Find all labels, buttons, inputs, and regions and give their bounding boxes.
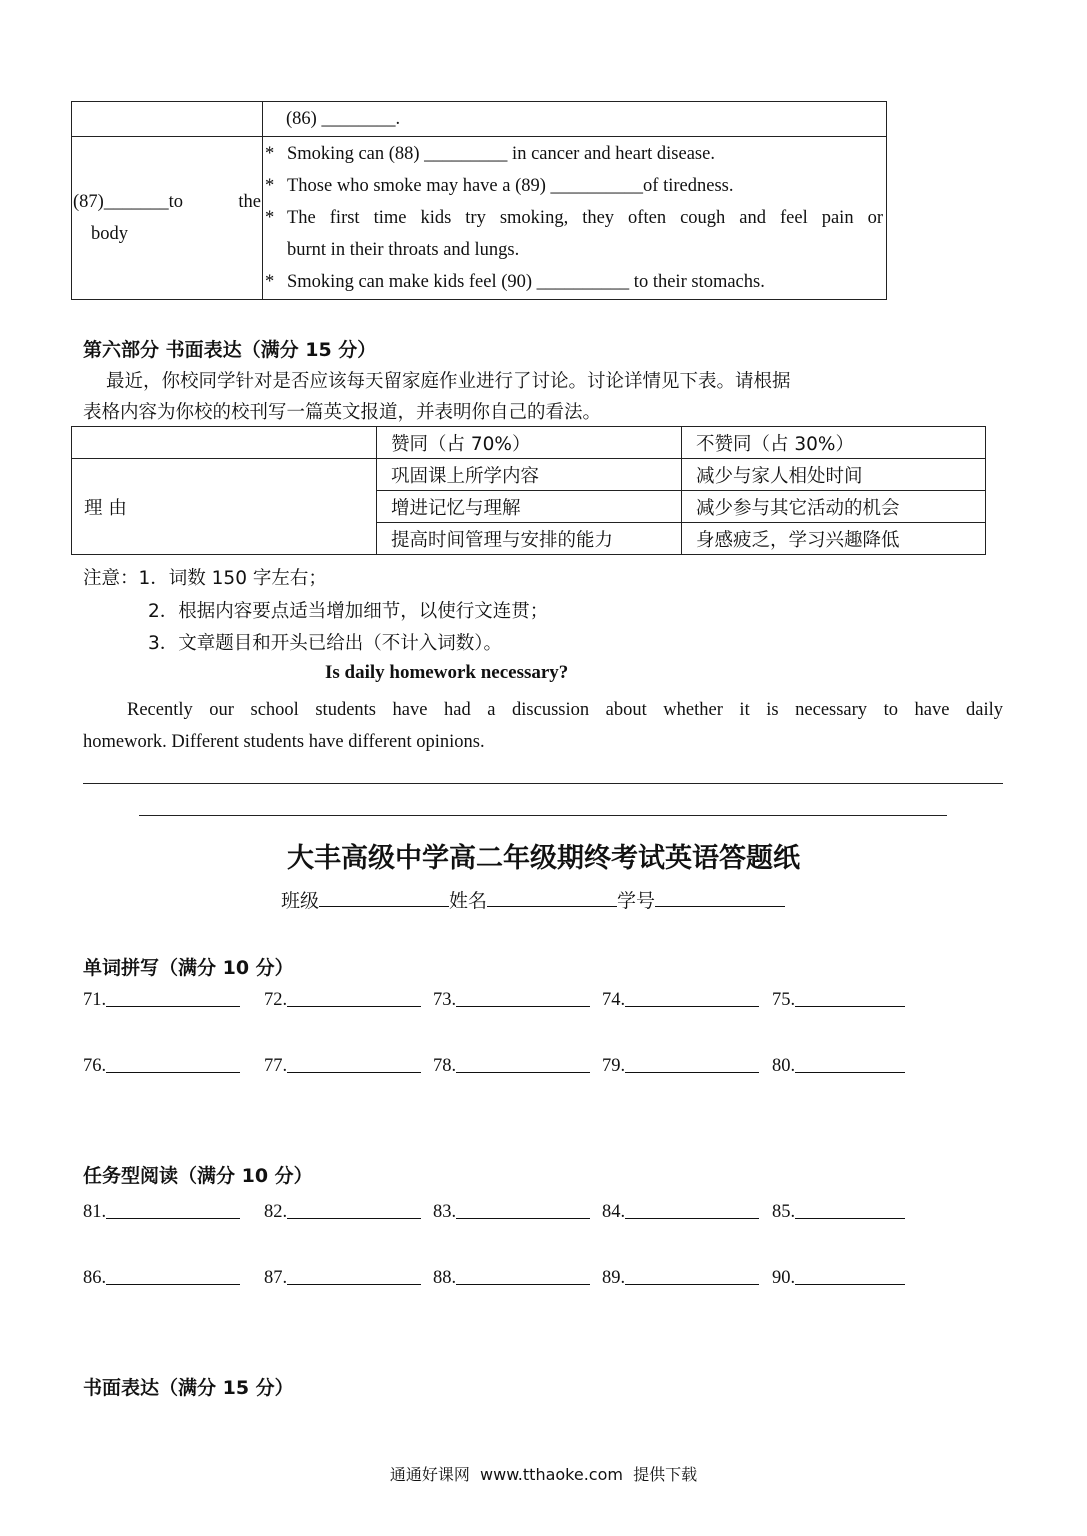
blank-87-text: (87)_______to (73, 192, 183, 212)
bullet-text: Smoking can make kids feel (90) __________ to their stomachs. (287, 272, 765, 292)
answer-number: 89. (602, 1268, 626, 1288)
answer-field[interactable] (795, 988, 905, 1007)
student-info (281, 886, 785, 913)
bullet-text: The first time kids try smoking, they often cough and feel pain or (287, 208, 883, 228)
answer-field[interactable] (287, 1266, 421, 1285)
answer-field[interactable] (456, 1266, 590, 1285)
answer-field[interactable] (625, 1054, 759, 1073)
table-cell-empty (72, 427, 377, 459)
bullet-star-icon: * (265, 176, 275, 196)
writing-line (139, 815, 947, 816)
agree-reason: 提高时间管理与安排的能力 (377, 523, 682, 555)
header-disagree: 不赞同（占 30%） (682, 427, 986, 459)
note-1: 注意：1．词数 150 字左右； (83, 568, 327, 589)
answer-number: 82. (264, 1202, 288, 1222)
reading-heading: 任务型阅读（满分 10 分） (83, 1165, 313, 1187)
answer-number: 74. (602, 990, 626, 1010)
id-field[interactable] (655, 888, 785, 907)
answer-field[interactable] (795, 1054, 905, 1073)
blank-86-text: (86) ________. (286, 109, 401, 129)
bullet-text: Those who smoke may have a (89) __________of tiredness. (287, 176, 734, 196)
answer-field[interactable] (625, 1200, 759, 1219)
answer-field[interactable] (287, 988, 421, 1007)
answer-number: 90. (772, 1268, 796, 1288)
class-field[interactable] (319, 888, 449, 907)
bullet-text: burnt in their throats and lungs. (287, 240, 520, 260)
answer-sheet-title: 大丰高级中学高二年级期终考试英语答题纸 (287, 843, 800, 874)
answer-number: 84. (602, 1202, 626, 1222)
disagree-reason: 减少与家人相处时间 (682, 459, 986, 491)
bullet-star-icon: * (265, 208, 275, 228)
bullet-88 (264, 138, 885, 170)
answer-number: 80. (772, 1056, 796, 1076)
answer-field[interactable] (456, 1054, 590, 1073)
answer-number: 83. (433, 1202, 457, 1222)
id-label: 学号 (617, 890, 656, 912)
bullet-continuation (264, 234, 885, 266)
the-text: the (238, 192, 261, 212)
writing-line (83, 783, 1003, 784)
agree-reason: 增进记忆与理解 (377, 491, 682, 523)
reason-label: 理 由 (72, 459, 377, 555)
writing-heading: 书面表达（满分 15 分） (83, 1377, 294, 1399)
answer-field[interactable] (795, 1200, 905, 1219)
answer-number: 85. (772, 1202, 796, 1222)
bullet-text: Smoking can (88) _________ in cancer and heart disease. (287, 144, 715, 164)
answer-field[interactable] (106, 1054, 240, 1073)
bullet-star-icon: * (265, 144, 275, 164)
answer-field[interactable] (456, 1200, 590, 1219)
name-label: 姓名 (449, 890, 488, 912)
answer-field[interactable] (106, 988, 240, 1007)
answer-number: 87. (264, 1268, 288, 1288)
answer-number: 88. (433, 1268, 457, 1288)
answer-field[interactable] (795, 1266, 905, 1285)
agree-reason: 巩固课上所学内容 (377, 459, 682, 491)
bullet-first-time (264, 202, 885, 234)
answer-number: 76. (83, 1056, 107, 1076)
bullet-star-icon: * (265, 272, 275, 292)
answer-number: 71. (83, 990, 107, 1010)
answer-field[interactable] (106, 1266, 240, 1285)
answer-field[interactable] (287, 1054, 421, 1073)
bullet-89 (264, 170, 885, 202)
opinion-table (71, 426, 986, 555)
intro-line-1: 最近，你校同学针对是否应该每天留家庭作业进行了讨论。讨论详情见下表。请根据 (106, 371, 791, 392)
answer-field[interactable] (456, 988, 590, 1007)
answer-number: 75. (772, 990, 796, 1010)
answer-number: 81. (83, 1202, 107, 1222)
answer-number: 77. (264, 1056, 288, 1076)
table-cell-empty (72, 102, 263, 137)
bullet-90 (264, 266, 885, 298)
essay-title: Is daily homework necessary? (325, 662, 569, 683)
answer-number: 86. (83, 1268, 107, 1288)
body-text: body (91, 224, 128, 244)
answer-field[interactable] (625, 988, 759, 1007)
table-cell-87 (72, 137, 263, 300)
note-2: 2．根据内容要点适当增加细节，以使行文连贯； (148, 601, 549, 622)
spelling-heading: 单词拼写（满分 10 分） (83, 957, 294, 979)
answer-number: 79. (602, 1056, 626, 1076)
class-label: 班级 (281, 890, 320, 912)
answer-number: 73. (433, 990, 457, 1010)
answer-field[interactable] (106, 1200, 240, 1219)
essay-line-1: Recently our school students have had a discussion about whether it is necessary to have daily (127, 700, 1003, 720)
answer-number: 78. (433, 1056, 457, 1076)
task-reading-table (71, 101, 887, 300)
essay-line-2: homework. Different students have different opinions. (83, 732, 485, 752)
note-3: 3．文章题目和开头已给出（不计入词数）。 (148, 633, 503, 654)
header-agree: 赞同（占 70%） (377, 427, 682, 459)
footer: 通通好课网 www.tthaoke.com 提供下载 (389, 1465, 698, 1484)
disagree-reason: 身感疲乏，学习兴趣降低 (682, 523, 986, 555)
section-heading: 第六部分 书面表达（满分 15 分） (83, 339, 377, 361)
answer-number: 72. (264, 990, 288, 1010)
intro-line-2: 表格内容为你校的校刊写一篇英文报道，并表明你自己的看法。 (83, 402, 602, 423)
answer-field[interactable] (287, 1200, 421, 1219)
table-cell-bullets (263, 137, 887, 300)
disagree-reason: 减少参与其它活动的机会 (682, 491, 986, 523)
answer-field[interactable] (625, 1266, 759, 1285)
name-field[interactable] (487, 888, 617, 907)
table-cell-86 (263, 102, 887, 137)
